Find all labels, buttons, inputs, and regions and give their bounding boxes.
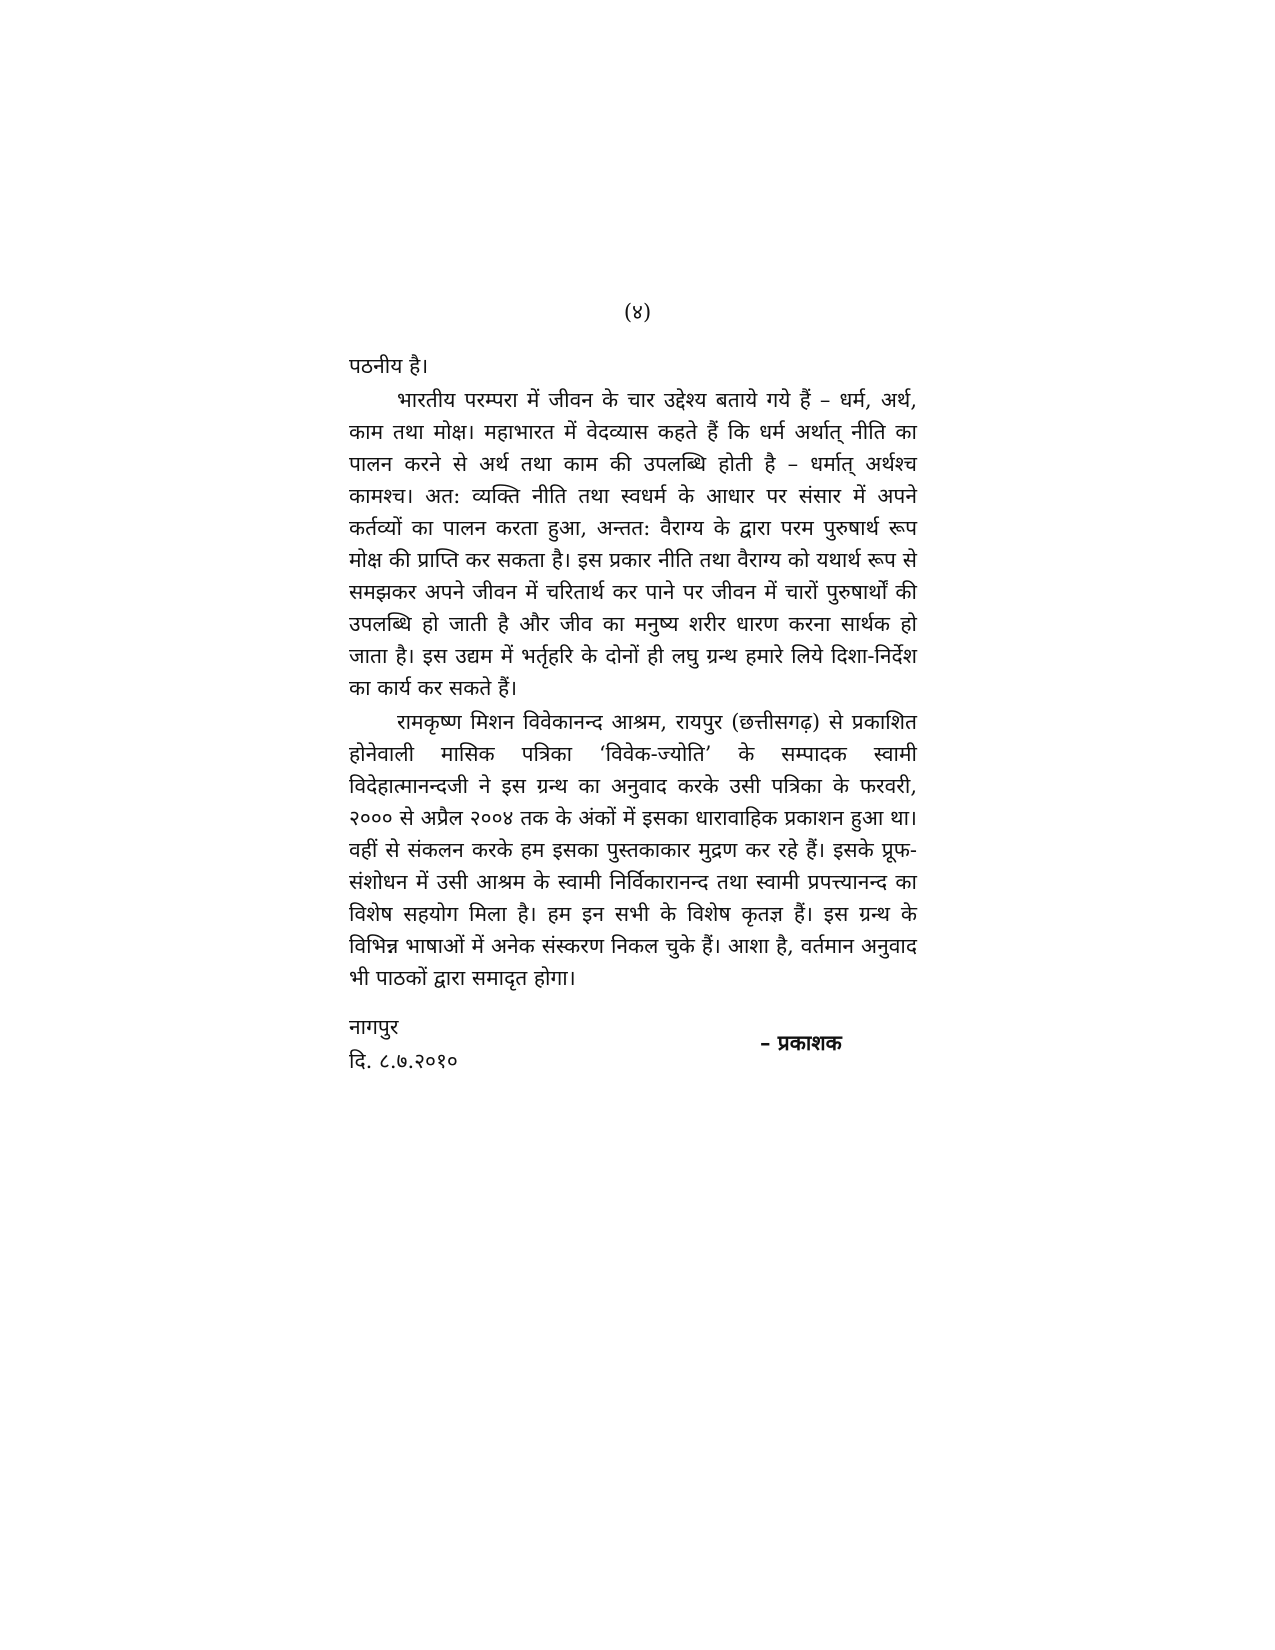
body-text (349, 350, 917, 994)
page-number: (४) (623, 300, 652, 324)
paragraph-purusharthas: भारतीय परम्परा में जीवन के चार उद्देश्य बताये गये हैं – धर्म, अर्थ, काम तथा मोक्ष। महाभारत में वेदव्यास कहते हैं कि धर्म अर्थात् नीति का पालन करने से अर्थ तथा काम की उपलब्धि होती है – धर्मात् अर्थश्च कामश्च। अत: व्यक्ति नीति तथा स्वधर्म के आधार पर संसार में अपने कर्तव्यों का पालन करता हुआ, अन्तत: वैराग्य के द्वारा परम पुरुषार्थ रूप मोक्ष की प्राप्ति कर सकता है। इस प्रकार नीति तथा वैराग्य को यथार्थ रूप से समझकर अपने जीवन में चरितार्थ कर पाने पर जीवन में चारों पुरुषार्थों की उपलब्धि हो जाती है और जीव का मनुष्य शरीर धारण करना सार्थक हो जाता है। इस उद्यम में भर्तृहरि के दोनों ही लघु ग्रन्थ हमारे लिये दिशा-निर्देश का कार्य कर सकते हैं। (349, 388, 917, 700)
date-label: दि. ८.७.२०१० (349, 1049, 458, 1073)
place-label: नागपुर (349, 1015, 399, 1039)
paragraph-continuation: पठनीय है। (349, 354, 429, 378)
paragraph-publication-note: रामकृष्ण मिशन विवेकानन्द आश्रम, रायपुर (छत्तीसगढ़) से प्रकाशित होनेवाली मासिक पत्रिका ‘विवेक-ज्योति’ के सम्पादक स्वामी विदेहात्मानन्दजी ने इस ग्रन्थ का अनुवाद करके उसी पत्रिका के फरवरी, २००० से अप्रैल २००४ तक के अंकों में इसका धारावाहिक प्रकाशन हुआ था। वहीं से संकलन करके हम इसका पुस्तकाकार मुद्रण कर रहे हैं। इसके प्रूफ-संशोधन में उसी आश्रम के स्वामी निर्विकारानन्द तथा स्वामी प्रपत्त्यानन्द का विशेष सहयोग मिला है। हम इन सभी के विशेष कृतज्ञ हैं। इस ग्रन्थ के विभिन्न भाषाओं में अनेक संस्करण निकल चुके हैं। आशा है, वर्तमान अनुवाद भी पाठकों द्वारा समादृत होगा। (349, 710, 917, 990)
publisher-signature: – प्रकाशक (760, 1030, 842, 1055)
